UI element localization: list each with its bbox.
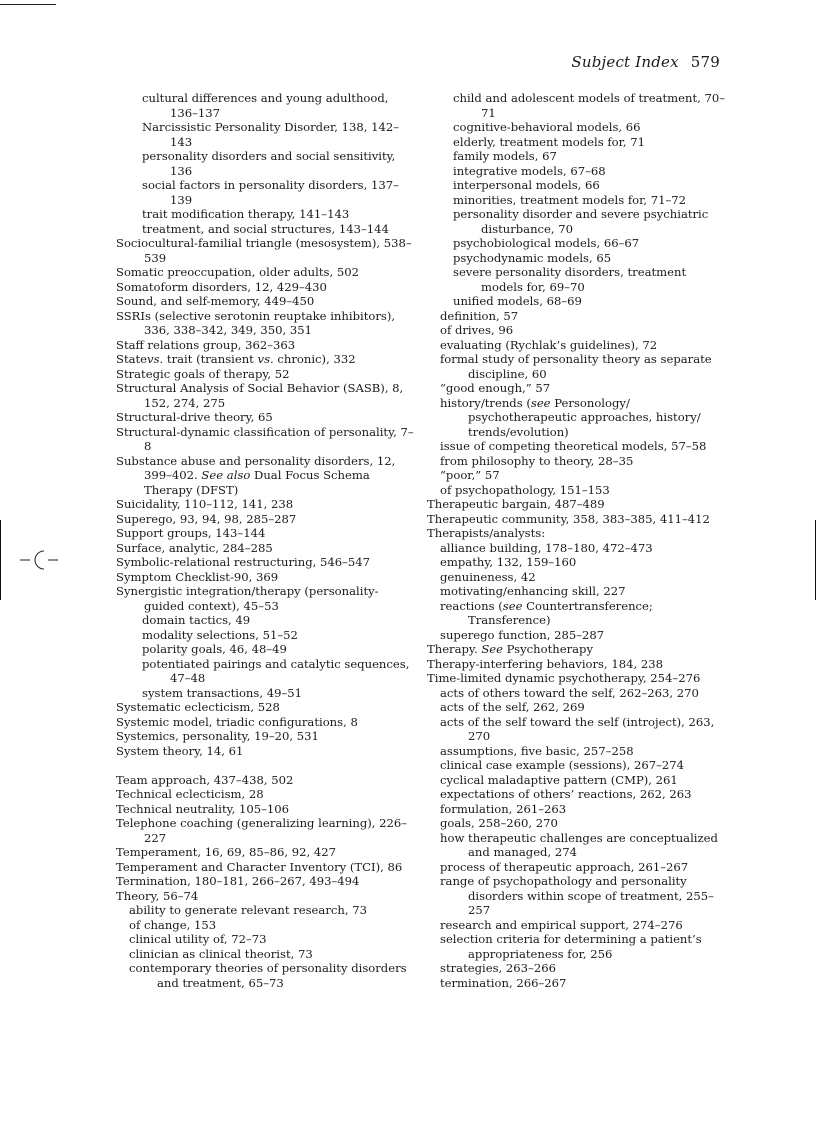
entry-text: system transactions, 49–51 — [142, 685, 303, 700]
index-entry — [116, 526, 414, 541]
index-subentry — [116, 222, 414, 237]
index-entry — [116, 555, 414, 570]
entry-text: Therapy. — [427, 642, 478, 656]
index-entry — [116, 715, 414, 730]
index-subentry — [116, 642, 414, 657]
index-entry — [116, 700, 414, 715]
index-entry — [116, 874, 414, 889]
index-subentry — [427, 396, 727, 440]
entry-text: Termination, 180–181, 266–267, 493–494 — [116, 874, 360, 888]
entry-text: of psychopathology, 151–153 — [440, 482, 610, 497]
index-subentry — [427, 352, 727, 381]
entry-text: reactions ( — [440, 598, 503, 613]
entry-text: range of psychopathology and personality disorders within scope of treatment, 255–257 — [440, 874, 714, 917]
index-entry — [116, 236, 414, 265]
index-subentry — [427, 570, 727, 585]
index-entry — [116, 584, 414, 613]
entry-text: Somatic preoccupation, older adults, 502 — [116, 265, 359, 279]
entry-text: cultural differences and young adulthood, 136–137 — [142, 91, 389, 120]
entry-text: Strategic goals of therapy, 52 — [116, 366, 290, 381]
entry-text: potentiated pairings and catalytic sequences, 47–48 — [142, 656, 410, 685]
entry-text: Therapeutic community, 358, 383–385, 411–412 — [427, 511, 710, 526]
entry-text: Systematic eclecticism, 528 — [116, 700, 280, 714]
entry-text: Suicidality, 110–112, 141, 238 — [116, 497, 294, 511]
page-number: 579 — [690, 53, 720, 71]
entry-text: selection criteria for determining a patient’s appropriateness for, 256 — [440, 932, 702, 961]
index-subentry — [427, 831, 727, 860]
entry-text: from philosophy to theory, 28–35 — [440, 453, 634, 468]
entry-text: contemporary theories of personality disorders and treatment, 65–73 — [129, 961, 407, 990]
entry-text: Systemic model, triadic configurations, 8 — [116, 714, 358, 729]
index-subentry — [427, 700, 727, 715]
entry-text: how therapeutic challenges are conceptualized and managed, 274 — [440, 830, 718, 859]
index-entry — [427, 657, 727, 672]
index-subentry — [427, 309, 727, 324]
registration-mark-icon — [20, 547, 58, 573]
entry-text: System theory, 14, 61 — [116, 743, 244, 758]
entry-text: personality disorder and severe psychiatric disturbance, 70 — [453, 207, 709, 236]
entry-text: clinical utility of, 72–73 — [129, 932, 267, 946]
index-column-left — [116, 91, 414, 990]
entry-text: genuineness, 42 — [440, 569, 536, 584]
entry-italic-text: See also — [197, 468, 251, 482]
entry-text: motivating/enhancing skill, 227 — [440, 584, 626, 598]
entry-text: Technical neutrality, 105–106 — [116, 801, 290, 816]
entry-text: cognitive-behavioral models, 66 — [453, 120, 641, 134]
entry-text: Time-limited dynamic psychotherapy, 254–276 — [427, 671, 701, 685]
entry-text: alliance building, 178–180, 472–473 — [440, 540, 653, 555]
entry-text: trait modification therapy, 141–143 — [142, 207, 350, 221]
index-subentry — [427, 599, 727, 628]
entry-text: formal study of personality theory as separate discipline, 60 — [440, 352, 712, 381]
entry-text: chronic), 332 — [273, 352, 356, 366]
entry-text: Superego, 93, 94, 98, 285–287 — [116, 511, 297, 526]
index-entry — [116, 425, 414, 454]
entry-text: issue of competing theoretical models, 57–58 — [440, 439, 707, 453]
index-subentry — [116, 947, 414, 962]
index-subentry — [427, 932, 727, 961]
index-subentry — [427, 816, 727, 831]
entry-text: Staff relations group, 362–363 — [116, 337, 296, 352]
index-subentry — [427, 207, 727, 236]
index-subentry — [116, 91, 414, 120]
entry-text: Surface, analytic, 284–285 — [116, 540, 273, 555]
running-head — [571, 53, 720, 71]
index-subentry — [427, 468, 727, 483]
index-entry — [116, 280, 414, 295]
entry-text: Telephone coaching (generalizing learning), 226–227 — [116, 816, 408, 845]
entry-text: superego function, 285–287 — [440, 627, 605, 642]
section-gap — [116, 758, 414, 773]
entry-text: child and adolescent models of treatment, 70–71 — [453, 91, 726, 120]
index-entry — [427, 497, 727, 512]
entry-text: acts of the self toward the self (introject), 263, 270 — [440, 714, 715, 743]
entry-text: Theory, 56–74 — [116, 888, 199, 903]
running-head-title: Subject Index — [571, 53, 679, 71]
entry-text: Psychotherapy — [503, 642, 594, 656]
entry-text: social factors in personality disorders, 137–139 — [142, 178, 399, 207]
index-entry — [116, 497, 414, 512]
crop-mark-top — [0, 4, 56, 5]
entry-text: Structural Analysis of Social Behavior (SASB), 8, 152, 274, 275 — [116, 381, 404, 410]
index-subentry — [427, 135, 727, 150]
entry-text: research and empirical support, 274–276 — [440, 917, 683, 932]
entry-text: Substance abuse and personality disorders, 12, 399–402. — [116, 453, 396, 482]
index-subentry — [427, 976, 727, 991]
index-subentry — [427, 483, 727, 498]
index-subentry — [116, 657, 414, 686]
entry-text: treatment, and social structures, 143–144 — [142, 221, 389, 236]
entry-text: Therapists/analysts: — [427, 526, 546, 540]
entry-text: definition, 57 — [440, 308, 519, 323]
index-entry — [116, 410, 414, 425]
entry-text: personality disorders and social sensitivity, 136 — [142, 149, 396, 178]
index-subentry — [427, 541, 727, 556]
entry-italic-text: See — [477, 642, 503, 656]
index-subentry — [427, 584, 727, 599]
entry-text: formulation, 261–263 — [440, 801, 567, 816]
entry-text: clinician as clinical theorist, 73 — [129, 946, 313, 961]
entry-text: process of therapeutic approach, 261–267 — [440, 859, 689, 874]
entry-text: Temperament and Character Inventory (TCI), 86 — [116, 859, 403, 874]
index-subentry — [427, 381, 727, 396]
entry-text: assumptions, five basic, 257–258 — [440, 743, 634, 758]
entry-text: termination, 266–267 — [440, 975, 567, 990]
index-subentry — [427, 454, 727, 469]
index-subentry — [427, 439, 727, 454]
entry-text: Structural-dynamic classification of personality, 7–8 — [116, 424, 414, 453]
entry-text: empathy, 132, 159–160 — [440, 555, 577, 569]
index-entry — [427, 526, 727, 541]
index-subentry — [116, 207, 414, 222]
index-entry — [116, 787, 414, 802]
index-entry — [116, 512, 414, 527]
entry-text: “poor,” 57 — [440, 468, 500, 482]
index-entry — [427, 642, 727, 657]
entry-text: Technical eclecticism, 28 — [116, 787, 264, 801]
index-subentry — [427, 686, 727, 701]
entry-text: elderly, treatment models for, 71 — [453, 134, 646, 149]
entry-italic-text: see — [530, 395, 551, 410]
index-subentry — [116, 686, 414, 701]
entry-italic-text: see — [502, 598, 523, 613]
index-subentry — [427, 164, 727, 179]
entry-text: Support groups, 143–144 — [116, 526, 266, 540]
entry-text: interpersonal models, 66 — [453, 178, 600, 192]
index-entry — [116, 338, 414, 353]
index-subentry — [427, 236, 727, 251]
entry-text: cyclical maladaptive pattern (CMP), 261 — [440, 772, 678, 787]
index-subentry — [116, 918, 414, 933]
entry-text: history/trends ( — [440, 395, 531, 410]
index-subentry — [116, 628, 414, 643]
entry-text: Countertransference; Transference) — [468, 598, 653, 627]
entry-text: minorities, treatment models for, 71–72 — [453, 192, 687, 207]
entry-text: severe personality disorders, treatment models for, 69–70 — [453, 265, 687, 294]
index-subentry — [427, 251, 727, 266]
index-subentry — [427, 265, 727, 294]
index-subentry — [427, 802, 727, 817]
entry-italic-text: vs. — [257, 352, 274, 366]
index-subentry — [116, 903, 414, 918]
entry-text: goals, 258–260, 270 — [440, 816, 558, 830]
index-subentry — [427, 787, 727, 802]
index-subentry — [116, 613, 414, 628]
entry-text: Sociocultural-familial triangle (mesosystem), 538–539 — [116, 236, 412, 265]
index-entry — [116, 454, 414, 498]
index-entry — [116, 265, 414, 280]
index-subentry — [427, 874, 727, 918]
index-entry — [427, 671, 727, 686]
entry-text: polarity goals, 46, 48–49 — [142, 642, 287, 656]
entry-text: evaluating (Rychlak’s guidelines), 72 — [440, 337, 658, 352]
index-column-right — [427, 91, 727, 990]
entry-text: psychodynamic models, 65 — [453, 250, 612, 265]
index-entry — [116, 381, 414, 410]
index-subentry — [427, 918, 727, 933]
index-subentry — [116, 932, 414, 947]
index-entry — [116, 541, 414, 556]
index-subentry — [116, 120, 414, 149]
index-entry — [116, 773, 414, 788]
index-entry — [116, 352, 414, 367]
entry-text: Systemics, personality, 19–20, 531 — [116, 729, 319, 743]
entry-text: integrative models, 67–68 — [453, 163, 606, 178]
index-entry — [427, 512, 727, 527]
index-subentry — [427, 178, 727, 193]
index-entry — [116, 744, 414, 759]
entry-text: Somatoform disorders, 12, 429–430 — [116, 279, 327, 294]
entry-text: clinical case example (sessions), 267–274 — [440, 758, 685, 772]
entry-text: Therapeutic bargain, 487–489 — [427, 497, 605, 511]
entry-text: strategies, 263–266 — [440, 961, 556, 975]
entry-text: of drives, 96 — [440, 323, 514, 337]
entry-text: SSRIs (selective serotonin reuptake inhibitors), 336, 338–342, 349, 350, 351 — [116, 308, 396, 337]
index-entry — [116, 570, 414, 585]
index-subentry — [427, 294, 727, 309]
entry-text: Temperament, 16, 69, 85–86, 92, 427 — [116, 845, 336, 859]
index-subentry — [116, 961, 414, 990]
entry-text: Symptom Checklist-90, 369 — [116, 569, 279, 584]
index-subentry — [427, 338, 727, 353]
edge-mark-left — [0, 520, 1, 600]
index-subentry — [116, 178, 414, 207]
index-entry — [116, 889, 414, 904]
entry-text: State — [116, 352, 148, 366]
index-subentry — [427, 758, 727, 773]
entry-text: of change, 153 — [129, 917, 217, 932]
entry-text: ability to generate relevant research, 73 — [129, 903, 367, 917]
entry-text: Team approach, 437–438, 502 — [116, 772, 294, 787]
entry-text: domain tactics, 49 — [142, 613, 251, 627]
entry-text: acts of others toward the self, 262–263, 270 — [440, 685, 699, 700]
entry-text: unified models, 68–69 — [453, 294, 582, 308]
index-subentry — [427, 323, 727, 338]
entry-text: expectations of others’ reactions, 262, 263 — [440, 787, 692, 801]
index-subentry — [427, 715, 727, 744]
index-entry — [116, 860, 414, 875]
entry-text: Therapy-interfering behaviors, 184, 238 — [427, 656, 664, 671]
index-subentry — [427, 744, 727, 759]
index-entry — [116, 729, 414, 744]
entry-italic-text: vs. — [147, 352, 164, 366]
entry-text: Narcissistic Personality Disorder, 138, 142–143 — [142, 120, 400, 149]
index-entry — [116, 816, 414, 845]
entry-text: modality selections, 51–52 — [142, 627, 298, 642]
index-subentry — [427, 773, 727, 788]
index-subentry — [427, 860, 727, 875]
index-subentry — [427, 120, 727, 135]
index-subentry — [427, 555, 727, 570]
entry-text: Sound, and self-memory, 449–450 — [116, 294, 315, 308]
entry-text: “good enough,” 57 — [440, 381, 551, 395]
index-entry — [116, 845, 414, 860]
entry-text: Dual Focus Schema Therapy (DFST) — [144, 468, 370, 497]
entry-text: trait (transient — [163, 352, 258, 366]
index-subentry — [427, 628, 727, 643]
index-entry — [116, 367, 414, 382]
index-subentry — [116, 149, 414, 178]
index-subentry — [427, 961, 727, 976]
entry-text: acts of the self, 262, 269 — [440, 700, 585, 714]
entry-text: Synergistic integration/therapy (personality-guided context), 45–53 — [116, 584, 379, 613]
entry-text: Symbolic-relational restructuring, 546–547 — [116, 555, 371, 569]
entry-text: Personology/ psychotherapeutic approaches, history/ trends/evolution) — [468, 395, 701, 439]
index-subentry — [427, 193, 727, 208]
index-entry — [116, 294, 414, 309]
entry-text: Structural-drive theory, 65 — [116, 410, 273, 424]
entry-text: psychobiological models, 66–67 — [453, 236, 640, 250]
index-subentry — [427, 91, 727, 120]
entry-text: family models, 67 — [453, 149, 557, 163]
index-entry — [116, 802, 414, 817]
index-entry — [116, 309, 414, 338]
index-subentry — [427, 149, 727, 164]
